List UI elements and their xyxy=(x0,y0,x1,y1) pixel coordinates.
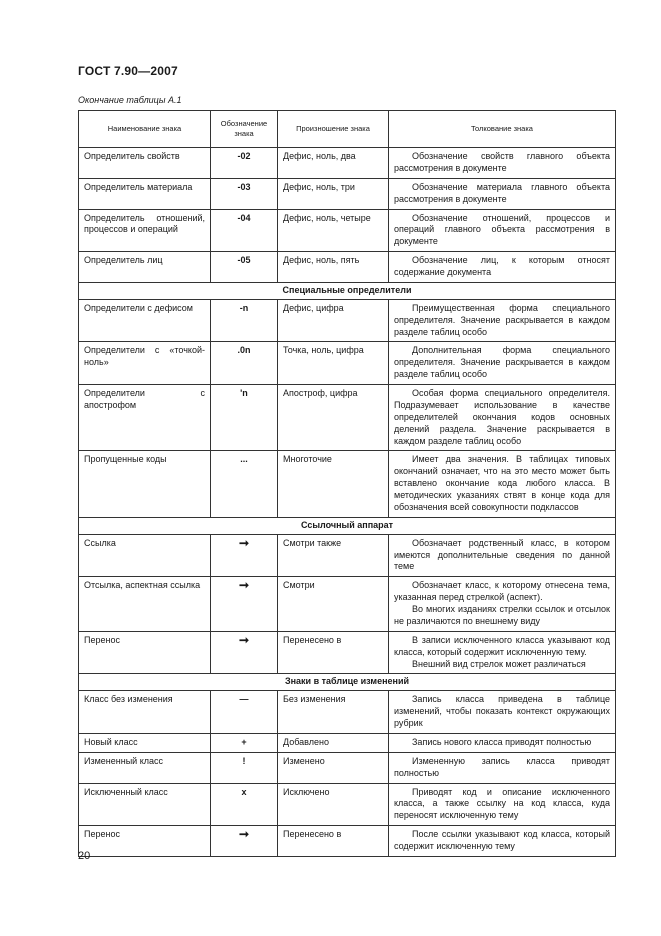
interpretation-paragraph: Особая форма специального определителя. Подразумевает использование в качестве определителей окончания кодов основных делений раздела. Значение раскрывается в каждом разделе таблиц особо xyxy=(394,388,610,446)
column-header-interpretation: Толкование знака xyxy=(389,111,616,148)
table-row xyxy=(79,342,616,385)
table-row xyxy=(79,148,616,179)
interpretation-paragraph: После ссылки указывают код класса, который содержит исключенную тему xyxy=(394,829,610,851)
table-row xyxy=(79,691,616,734)
symbol-name-cell: Исключенный класс xyxy=(79,783,211,826)
pronunciation-cell: Перенесено в xyxy=(278,826,389,857)
table-row xyxy=(79,577,616,632)
page-number: 20 xyxy=(78,850,91,862)
interpretation-cell xyxy=(389,252,616,283)
symbol-name-cell: Определитель лиц xyxy=(79,252,211,283)
symbol-cell: -05 xyxy=(211,252,278,283)
interpretation-paragraph: В записи исключенного класса указывают код класса, который содержит исключенную тему. xyxy=(394,634,610,657)
symbol-name-cell: Определитель материала xyxy=(79,178,211,209)
symbol-cell: x xyxy=(211,783,278,826)
interpretation-cell xyxy=(389,299,616,342)
section-header-row xyxy=(79,282,616,299)
table-row xyxy=(79,209,616,252)
symbol-name-cell: Новый класс xyxy=(79,733,211,752)
interpretation-cell xyxy=(389,451,616,517)
interpretation-cell xyxy=(389,733,616,752)
section-title: Специальные определители xyxy=(79,282,616,299)
interpretation-paragraph: Обозначение лиц, к которым относят содержание документа xyxy=(394,255,610,277)
interpretation-cell xyxy=(389,534,616,577)
interpretation-paragraph: Приводят код и описание исключенного класса, а также ссылку на код класса, куда переносят исключенную тему xyxy=(394,786,610,821)
pronunciation-cell: Без изменения xyxy=(278,691,389,734)
table-header-row xyxy=(79,111,616,148)
interpretation-cell xyxy=(389,577,616,632)
page-header-standard: ГОСТ 7.90—2007 xyxy=(78,64,178,78)
symbol-cell: -03 xyxy=(211,178,278,209)
interpretation-cell xyxy=(389,631,616,674)
pronunciation-cell: Добавлено xyxy=(278,733,389,752)
pronunciation-cell: Точка, ноль, цифра xyxy=(278,342,389,385)
section-title: Знаки в таблице изменений xyxy=(79,674,616,691)
interpretation-cell xyxy=(389,783,616,826)
interpretation-paragraph: Измененную запись класса приводят полностью xyxy=(394,755,610,778)
symbol-cell: -n xyxy=(211,299,278,342)
table-row xyxy=(79,252,616,283)
interpretation-paragraph: Внешний вид стрелок может различаться xyxy=(412,658,586,669)
pronunciation-cell: Смотри также xyxy=(278,534,389,577)
table-row xyxy=(79,733,616,752)
table-row xyxy=(79,631,616,674)
interpretation-paragraph: Обозначение отношений, процессов и операций главного объекта рассмотрения в документе xyxy=(394,212,610,247)
symbol-name-cell: Определители с дефисом xyxy=(79,299,211,342)
interpretation-cell xyxy=(389,826,616,857)
pronunciation-cell: Перенесено в xyxy=(278,631,389,674)
interpretation-paragraph: Обозначает родственный класс, в котором имеются дополнительные сведения по данной теме xyxy=(394,537,610,572)
interpretation-paragraph: Во многих изданиях стрелки ссылок и отсылок не различаются по внешнему виду xyxy=(394,604,610,626)
table-body xyxy=(79,148,616,857)
symbol-name-cell: Определитель свойств xyxy=(79,148,211,179)
table-row xyxy=(79,178,616,209)
interpretation-paragraph: Имеет два значения. В таблицах типовых окончаний означает, что на это место может быть вставлено окончание кода любого класса. В методических указаниях ствят в конце кода для обозначения всей совокупности подклассов xyxy=(394,454,610,512)
pronunciation-cell: Многоточие xyxy=(278,451,389,517)
symbol-name-cell: Определители с апострофом xyxy=(79,385,211,451)
interpretation-cell xyxy=(389,148,616,179)
arrow-symbol-cell: ➞ xyxy=(211,826,278,857)
interpretation-paragraph: Дополнительная форма специального определителя. Значение раскрывается в каждом разделе таблиц особо xyxy=(394,345,610,380)
table-row xyxy=(79,451,616,517)
symbol-name-cell: Перенос xyxy=(79,826,211,857)
interpretation-cell xyxy=(389,385,616,451)
interpretation-cell xyxy=(389,752,616,783)
section-header-row xyxy=(79,517,616,534)
table-row xyxy=(79,534,616,577)
symbol-name-cell: Ссылка xyxy=(79,534,211,577)
symbol-cell: — xyxy=(211,691,278,734)
table-row xyxy=(79,783,616,826)
pronunciation-cell: Изменено xyxy=(278,752,389,783)
table-row xyxy=(79,752,616,783)
interpretation-paragraph: Запись класса приведена в таблице изменений, чтобы показать контекст окружающих рубрик xyxy=(394,694,610,728)
interpretation-paragraph: Обозначение материала главного объекта рассмотрения в документе xyxy=(394,181,610,204)
symbol-cell: ... xyxy=(211,451,278,517)
symbol-cell: 'n xyxy=(211,385,278,451)
pronunciation-cell: Дефис, цифра xyxy=(278,299,389,342)
symbol-cell: .0n xyxy=(211,342,278,385)
symbol-name-cell: Пропущенные коды xyxy=(79,451,211,517)
pronunciation-cell: Дефис, ноль, три xyxy=(278,178,389,209)
column-header-name: Наименование знака xyxy=(79,111,211,148)
pronunciation-cell: Дефис, ноль, пять xyxy=(278,252,389,283)
table-row xyxy=(79,299,616,342)
symbols-table xyxy=(78,110,616,857)
interpretation-paragraph: Обозначает класс, к которому отнесена тема, указанная перед стрелкой (аспект). xyxy=(394,580,610,603)
section-header-row xyxy=(79,674,616,691)
interpretation-paragraph: Запись нового класса приводят полностью xyxy=(412,736,592,747)
interpretation-cell xyxy=(389,178,616,209)
table-caption: Окончание таблицы А.1 xyxy=(78,95,182,105)
interpretation-paragraph: Обозначение свойств главного объекта рассмотрения в документе xyxy=(394,151,610,173)
symbol-name-cell: Определители с «точкой-ноль» xyxy=(79,342,211,385)
symbol-cell: + xyxy=(211,733,278,752)
pronunciation-cell: Апостроф, цифра xyxy=(278,385,389,451)
interpretation-cell xyxy=(389,342,616,385)
interpretation-cell xyxy=(389,209,616,252)
symbol-cell: -04 xyxy=(211,209,278,252)
symbol-name-cell: Класс без изменения xyxy=(79,691,211,734)
arrow-symbol-cell: ➞ xyxy=(211,534,278,577)
table-row xyxy=(79,385,616,451)
pronunciation-cell: Дефис, ноль, четыре xyxy=(278,209,389,252)
interpretation-cell xyxy=(389,691,616,734)
pronunciation-cell: Смотри xyxy=(278,577,389,632)
pronunciation-cell: Дефис, ноль, два xyxy=(278,148,389,179)
arrow-symbol-cell: ➞ xyxy=(211,577,278,632)
symbol-name-cell: Перенос xyxy=(79,631,211,674)
section-title: Ссылочный аппарат xyxy=(79,517,616,534)
column-header-symbol: Обозначение знака xyxy=(211,111,278,148)
interpretation-paragraph: Преимущественная форма специального определителя. Значение раскрывается в каждом разделе таблиц особо xyxy=(394,302,610,337)
pronunciation-cell: Исключено xyxy=(278,783,389,826)
symbol-name-cell: Измененный класс xyxy=(79,752,211,783)
arrow-symbol-cell: ➞ xyxy=(211,631,278,674)
symbol-cell: -02 xyxy=(211,148,278,179)
table-row xyxy=(79,826,616,857)
column-header-pronunciation: Произношение знака xyxy=(278,111,389,148)
symbol-name-cell: Определитель отношений, процессов и операций xyxy=(79,209,211,252)
symbol-cell: ! xyxy=(211,752,278,783)
symbol-name-cell: Отсылка, аспектная ссылка xyxy=(79,577,211,632)
